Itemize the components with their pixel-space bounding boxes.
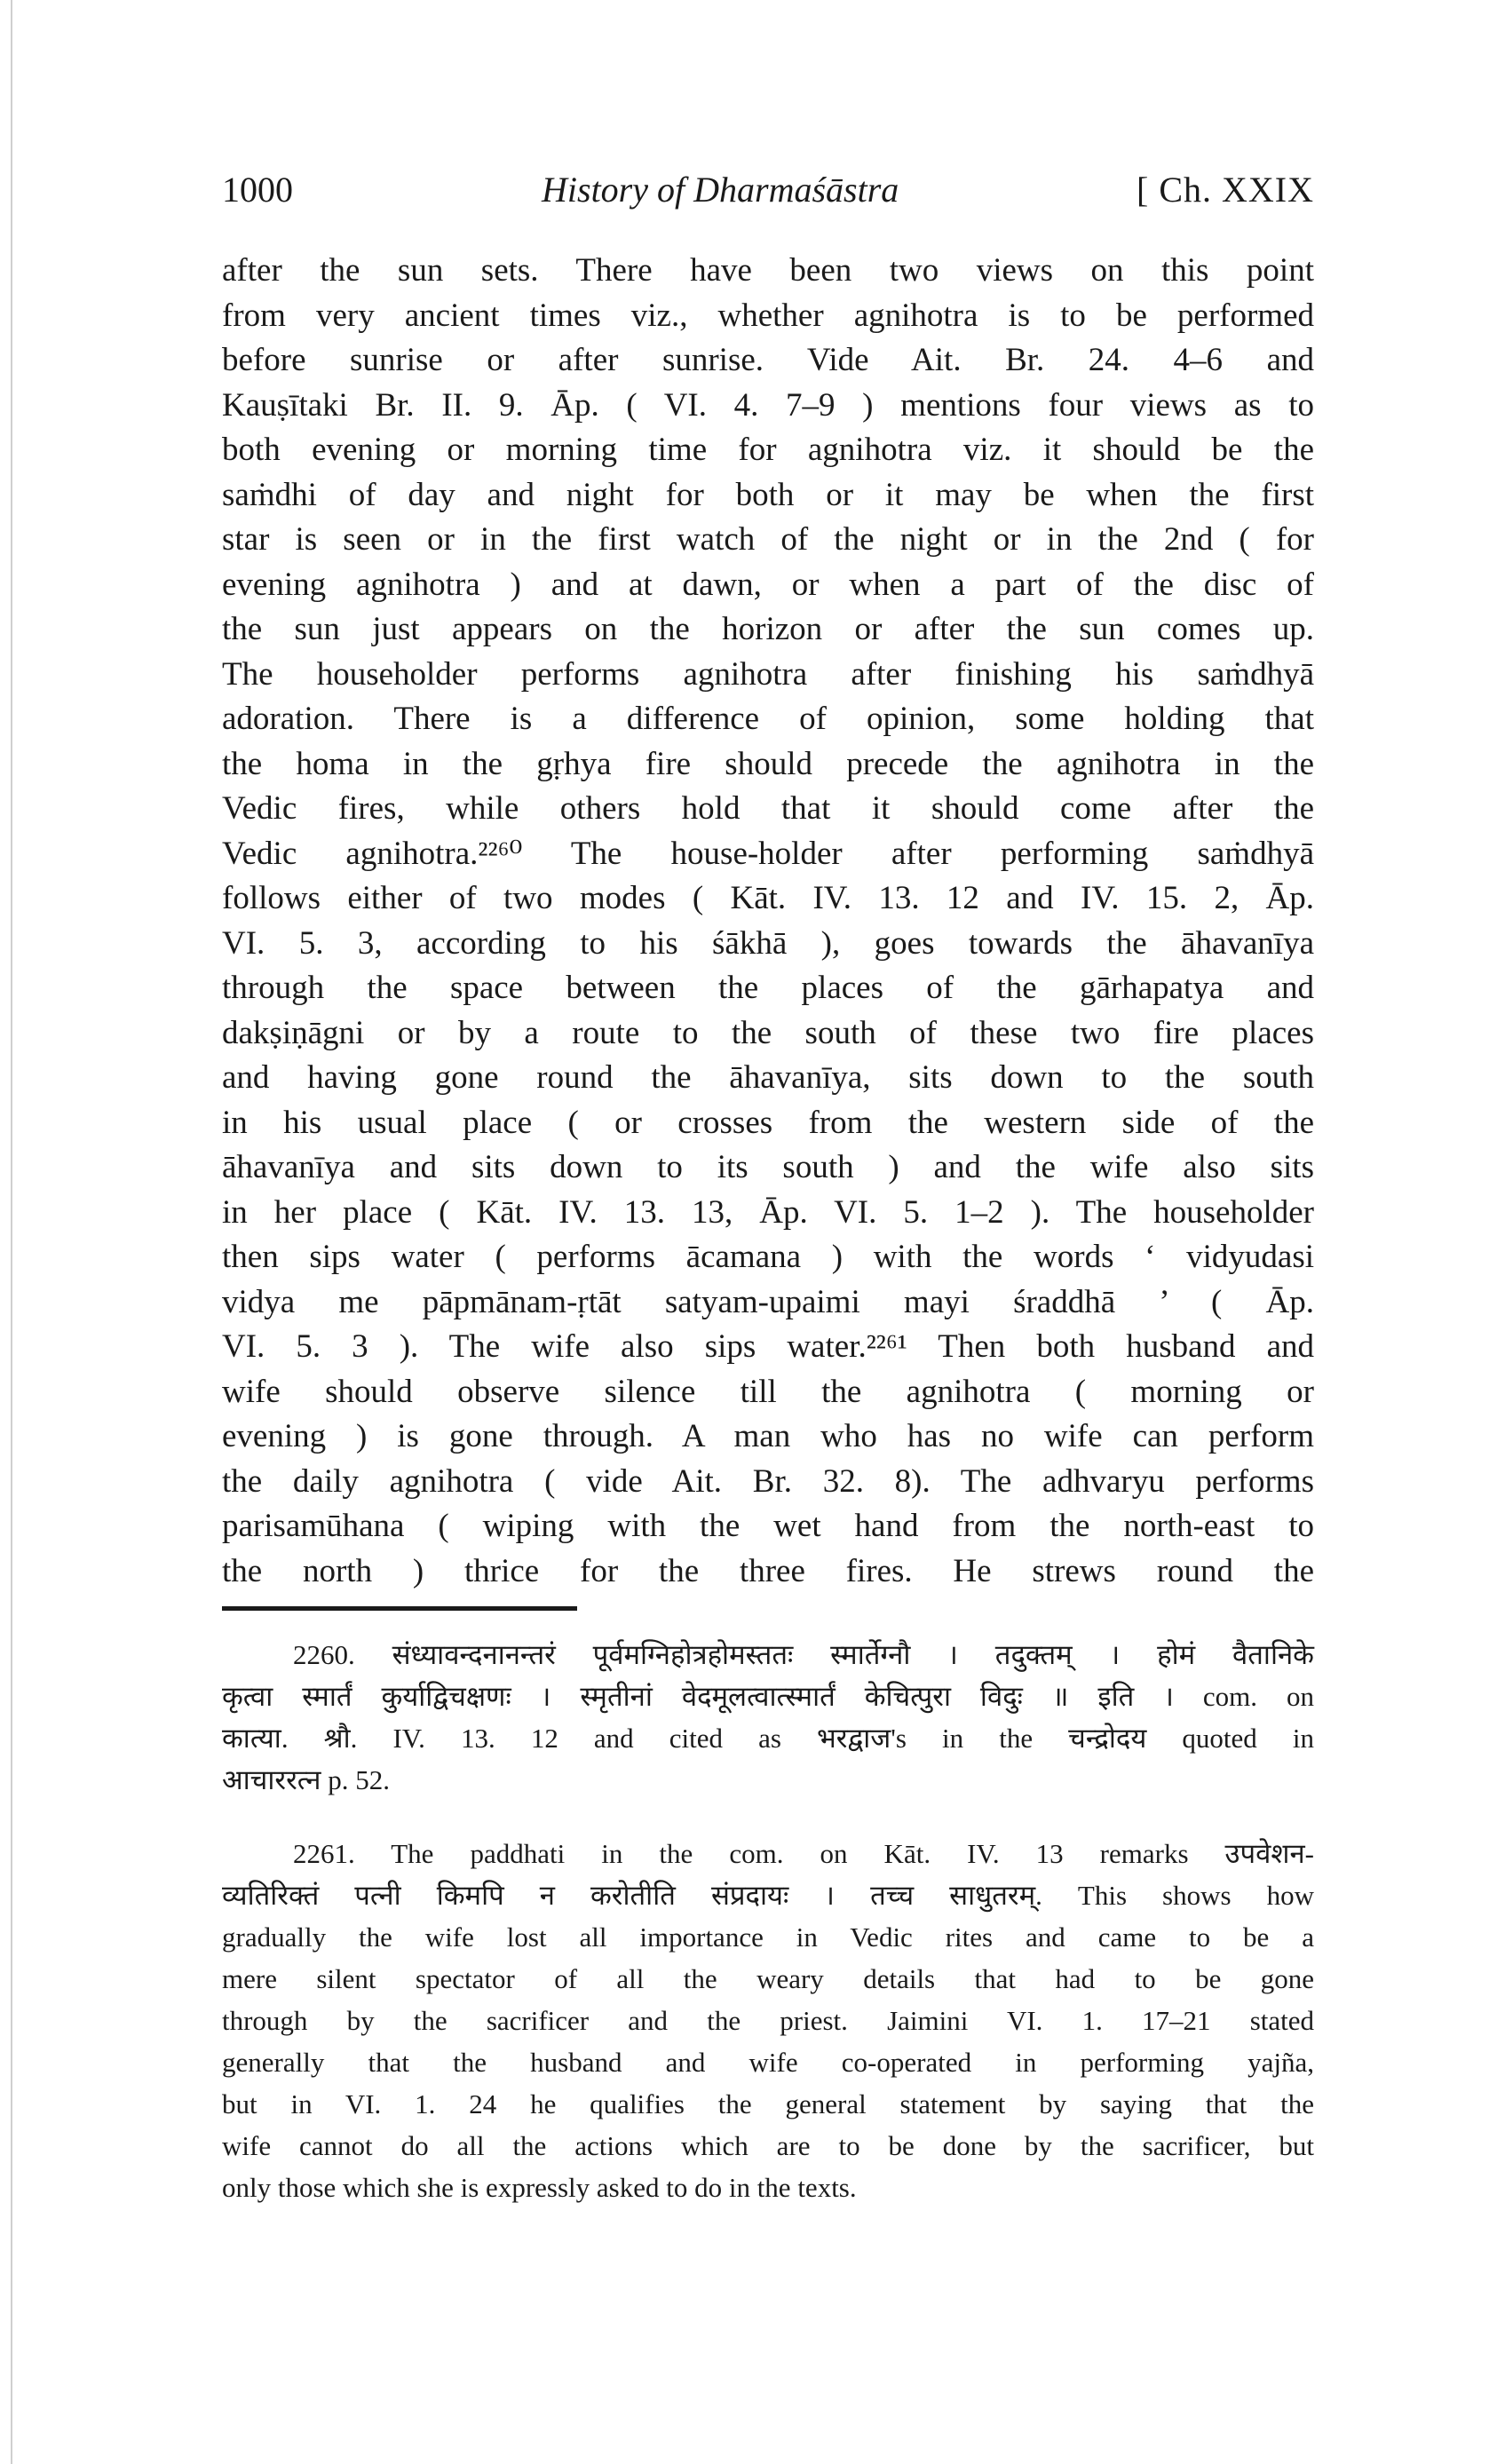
body-line: both evening or morning time for agnihotra viz. it should be the [222,432,1314,468]
body-line: and having gone round the āhavanīya, sits down to the south [222,1059,1314,1096]
body-line: VI. 5. 3, according to his śākhā ), goes towards the āhavanīya [222,924,1314,962]
body-line: in his usual place ( or crosses from the western side of the [222,1104,1314,1141]
footnote-line: gradually the wife lost all importance in Vedic rites and came to be a [222,1921,1314,1953]
body-line: vidya me pāpmānam-ṛtāt satyam-upaimi mayi śraddhā ’ ( Āp. [222,1283,1314,1320]
footnote-2261 [222,1833,1314,2208]
body-line: Vedic fires, while others hold that it should come after the [222,790,1314,827]
body-line: dakṣiṇāgni or by a route to the south of these two fire places [222,1014,1314,1051]
body-line: wife should observe silence till the agnihotra ( morning or [222,1373,1314,1410]
running-title: History of Dharmaśāstra [542,170,899,210]
body-line: star is seen or in the first watch of the night or in the 2nd ( for [222,521,1314,558]
footnote-2260 [222,1634,1314,1801]
body-line: evening ) is gone through. A man who has no wife can perform [222,1418,1314,1454]
footnote-line: व्यतिरिक्तं पत्नी किमपि न करोतीति संप्रदायः । तच्च साधुतरम्. This shows how [222,1880,1314,1911]
page [222,169,1314,2208]
body-line: The householder performs agnihotra after finishing his saṁdhyā [222,655,1314,693]
body-line: then sips water ( performs ācamana ) with the words ‘ vidyudasi [222,1239,1314,1275]
body-line: Vedic agnihotra.²²⁶⁰ The house-holder after performing saṁdhyā [222,835,1314,872]
body-line: parisamūhana ( wiping with the wet hand from the north-east to [222,1508,1314,1544]
body-line: the daily agnihotra ( vide Ait. Br. 32. 8). The adhvaryu performs [222,1462,1314,1500]
scan-edge-line [11,0,12,2464]
body-line: after the sun sets. There have been two views on this point [222,252,1314,289]
footnote-line: mere silent spectator of all the weary details that had to be gone [222,1963,1314,1994]
body-line: through the space between the places of the gārhapatya and [222,970,1314,1006]
footnote-line: कात्या. श्रौ. IV. 13. 12 and cited as भरद्वाज's in the चन्द्रोदय quoted in [222,1723,1314,1754]
body-line: from very ancient times viz., whether agnihotra is to be performed [222,297,1314,334]
footnote-line: through by the sacrificer and the priest. Jaimini VI. 1. 17–21 stated [222,2005,1314,2036]
body-text [222,249,1314,1594]
footnote-line: आचाररत्न p. 52. [222,1764,390,1795]
body-line: the homa in the gṛhya fire should precede the agnihotra in the [222,745,1314,782]
body-line: VI. 5. 3 ). The wife also sips water.²²⁶¹ Then both husband and [222,1328,1314,1365]
body-line: evening agnihotra ) and at dawn, or when a part of the disc of [222,566,1314,603]
body-line: Kauṣītaki Br. II. 9. Āp. ( VI. 4. 7–9 ) mentions four views as to [222,386,1314,424]
footnote-line: only those which she is expressly asked to do in the texts. [222,2172,857,2203]
body-line: before sunrise or after sunrise. Vide Ait. Br. 24. 4–6 and [222,342,1314,378]
body-line: saṁdhi of day and night for both or it may be when the first [222,476,1314,513]
page-number: 1000 [222,170,293,210]
footnote-line: but in VI. 1. 24 he qualifies the general statement by saying that the [222,2088,1314,2119]
body-line: the north ) thrice for the three fires. He strews round the [222,1552,1314,1589]
footnote-line: कृत्वा स्मार्तं कुर्याद्विचक्षणः । स्मृतीनां वेदमूलत्वात्स्मार्तं केचित्पुरा विदुः ॥ इति । com. on [222,1681,1314,1712]
body-line: follows either of two modes ( Kāt. IV. 13. 12 and IV. 15. 2, Āp. [222,880,1314,916]
body-line: adoration. There is a difference of opinion, some holding that [222,701,1314,737]
footnote-line: generally that the husband and wife co-operated in performing yajña, [222,2047,1314,2078]
footnote-rule [222,1606,577,1611]
body-line: āhavanīya and sits down to its south ) and the wife also sits [222,1149,1314,1185]
chapter-label: [ Ch. XXIX [1137,170,1314,210]
footnote-line: 2261. The paddhati in the com. on Kāt. IV. 13 remarks उपवेशन- [293,1838,1314,1869]
footnote-line: wife cannot do all the actions which are to be done by the sacrificer, but [222,2130,1314,2161]
body-line: in her place ( Kāt. IV. 13. 13, Āp. VI. 5. 1–2 ). The householder [222,1193,1314,1231]
body-line: the sun just appears on the horizon or after the sun comes up. [222,611,1314,647]
footnote-line: 2260. संध्यावन्दनानन्तरं पूर्वमग्निहोत्रहोमस्ततः स्मार्तेग्नौ । तदुक्तम् । होमं वैतानिके [293,1639,1314,1670]
running-header [222,169,1314,231]
